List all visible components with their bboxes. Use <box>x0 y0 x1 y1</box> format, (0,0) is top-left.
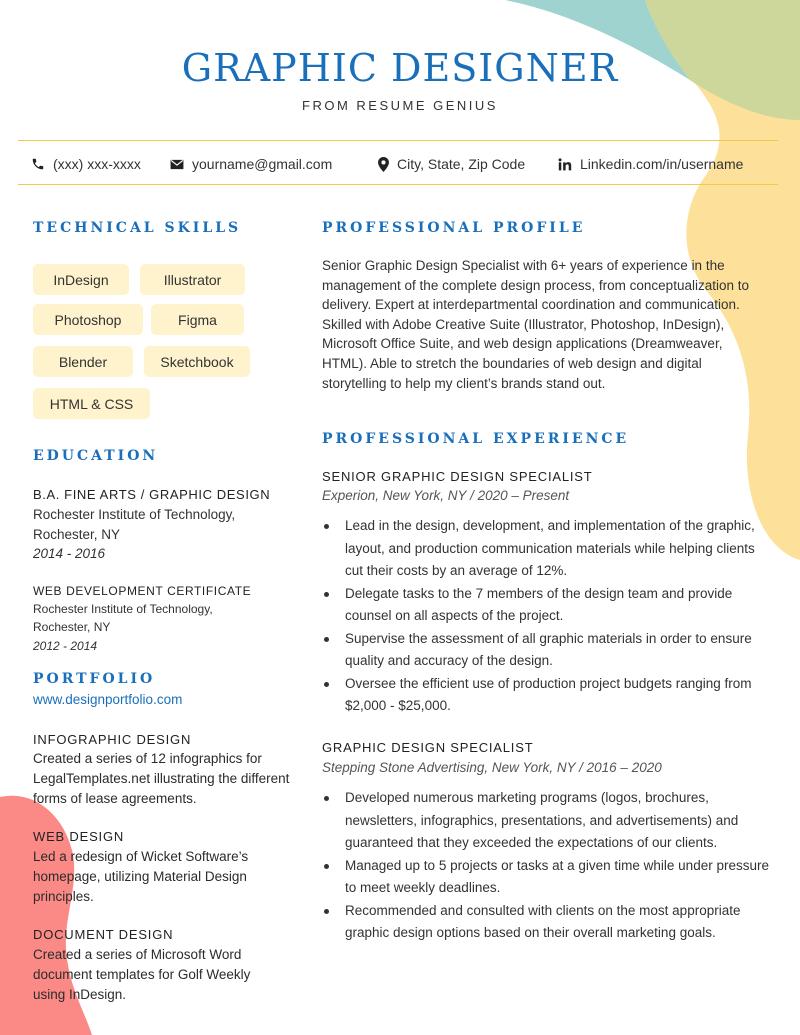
linkedin-icon <box>558 158 572 171</box>
degree-city: Rochester, NY <box>33 527 121 542</box>
profile-summary: Senior Graphic Design Specialist with 6+ years of experience in the management of the complete design process, from conceptualization to delivery. Expert at interdepartmental coordination and communication. Skilled with Adobe Creative Suite (Illustrator, Photoshop, InDesign), Microsoft Office Suite, and web design applications (Dreamweaver, HTML). Able to stretch the boundaries of web design and digital storytelling to help my client’s brands stand out. <box>322 258 749 391</box>
job-bullet: Supervise the assessment of all graphic materials in order to ensure quality and accuracy of the design. <box>322 628 772 673</box>
contact-phone-text: (xxx) xxx-xxxx <box>53 156 141 172</box>
job-bullet: Lead in the design, development, and implementation of the graphic, layout, and production communication materials while helping clients cut their costs by an average of 12%. <box>322 515 772 583</box>
phone-icon <box>31 157 45 171</box>
skill-chip: HTML & CSS <box>33 388 150 419</box>
contact-email-text[interactable]: yourname@gmail.com <box>192 156 333 172</box>
portfolio-item-title: WEB DESIGN <box>33 829 125 844</box>
portfolio-heading: PORTFOLIO <box>33 671 156 687</box>
page-title: GRAPHIC DESIGNER <box>181 46 619 90</box>
contact-linkedin-text[interactable]: Linkedin.com/in/username <box>580 156 744 172</box>
page-subtitle: FROM RESUME GENIUS <box>302 98 498 113</box>
portfolio-link[interactable]: www.designportfolio.com <box>33 692 183 707</box>
skill-chip: Figma <box>151 304 244 335</box>
skill-chip: Photoshop <box>33 304 143 335</box>
degree-years: 2014 - 2016 <box>33 546 106 561</box>
skill-chip: Blender <box>33 346 133 377</box>
professional-profile-heading: PROFESSIONAL PROFILE <box>322 220 586 236</box>
job-employer: Stepping Stone Advertising, New York, NY / 2016 – 2020 <box>322 760 662 775</box>
portfolio-item-title: INFOGRAPHIC DESIGN <box>33 732 192 747</box>
contact-phone <box>31 156 141 172</box>
certificate-title: WEB DEVELOPMENT CERTIFICATE <box>33 584 252 598</box>
degree-title: B.A. FINE ARTS / GRAPHIC DESIGN <box>33 487 271 502</box>
job-bullet: Oversee the efficient use of production project budgets ranging from $2,000 - $25,000. <box>322 673 772 718</box>
certificate-years: 2012 - 2014 <box>33 639 98 653</box>
job-bullet-list <box>322 515 772 718</box>
job-bullet-list <box>322 787 772 945</box>
portfolio-item-description: Led a redesign of Wicket Software’s homepage, utilizing Material Design principles. <box>33 849 249 904</box>
location-pin-icon <box>378 157 389 172</box>
contact-email <box>170 156 332 172</box>
portfolio-item-description: Created a series of Microsoft Word document templates for Golf Weekly using InDesign. <box>33 947 251 1002</box>
education-heading: EDUCATION <box>33 448 159 464</box>
job-bullet: Managed up to 5 projects or tasks at a given time while under pressure to meet weekly deadlines. <box>322 855 772 900</box>
contact-location-text: City, State, Zip Code <box>397 156 526 172</box>
certificate-city: Rochester, NY <box>33 620 111 634</box>
job-bullet: Delegate tasks to the 7 members of the design team and provide counsel on all aspects of the project. <box>322 583 772 628</box>
skill-chip: Sketchbook <box>144 346 250 377</box>
mail-icon <box>170 159 184 170</box>
technical-skills-heading: TECHNICAL SKILLS <box>33 220 242 236</box>
degree-school: Rochester Institute of Technology, <box>33 507 236 522</box>
professional-experience-heading: PROFESSIONAL EXPERIENCE <box>322 431 630 447</box>
portfolio-item-title: DOCUMENT DESIGN <box>33 927 174 942</box>
skill-chip: Illustrator <box>140 264 245 295</box>
bottom-divider <box>18 184 778 185</box>
contact-linkedin <box>558 156 743 172</box>
portfolio-item-description: Created a series of 12 infographics for LegalTemplates.net illustrating the different forms of lease agreements. <box>33 751 290 806</box>
job-title: GRAPHIC DESIGN SPECIALIST <box>322 740 534 755</box>
job-bullet: Recommended and consulted with clients on the most appropriate graphic design options based on their overall marketing goals. <box>322 900 772 945</box>
job-bullet: Developed numerous marketing programs (logos, brochures, newsletters, infographics, presentations, and advertisements) and guaranteed that they exceeded the expectations of our clients. <box>322 787 772 855</box>
certificate-school: Rochester Institute of Technology, <box>33 602 213 616</box>
job-title: SENIOR GRAPHIC DESIGN SPECIALIST <box>322 469 593 484</box>
top-divider <box>18 140 778 141</box>
contact-location <box>378 156 525 172</box>
job-employer: Experion, New York, NY / 2020 – Present <box>322 488 570 503</box>
skill-chip: InDesign <box>33 264 129 295</box>
